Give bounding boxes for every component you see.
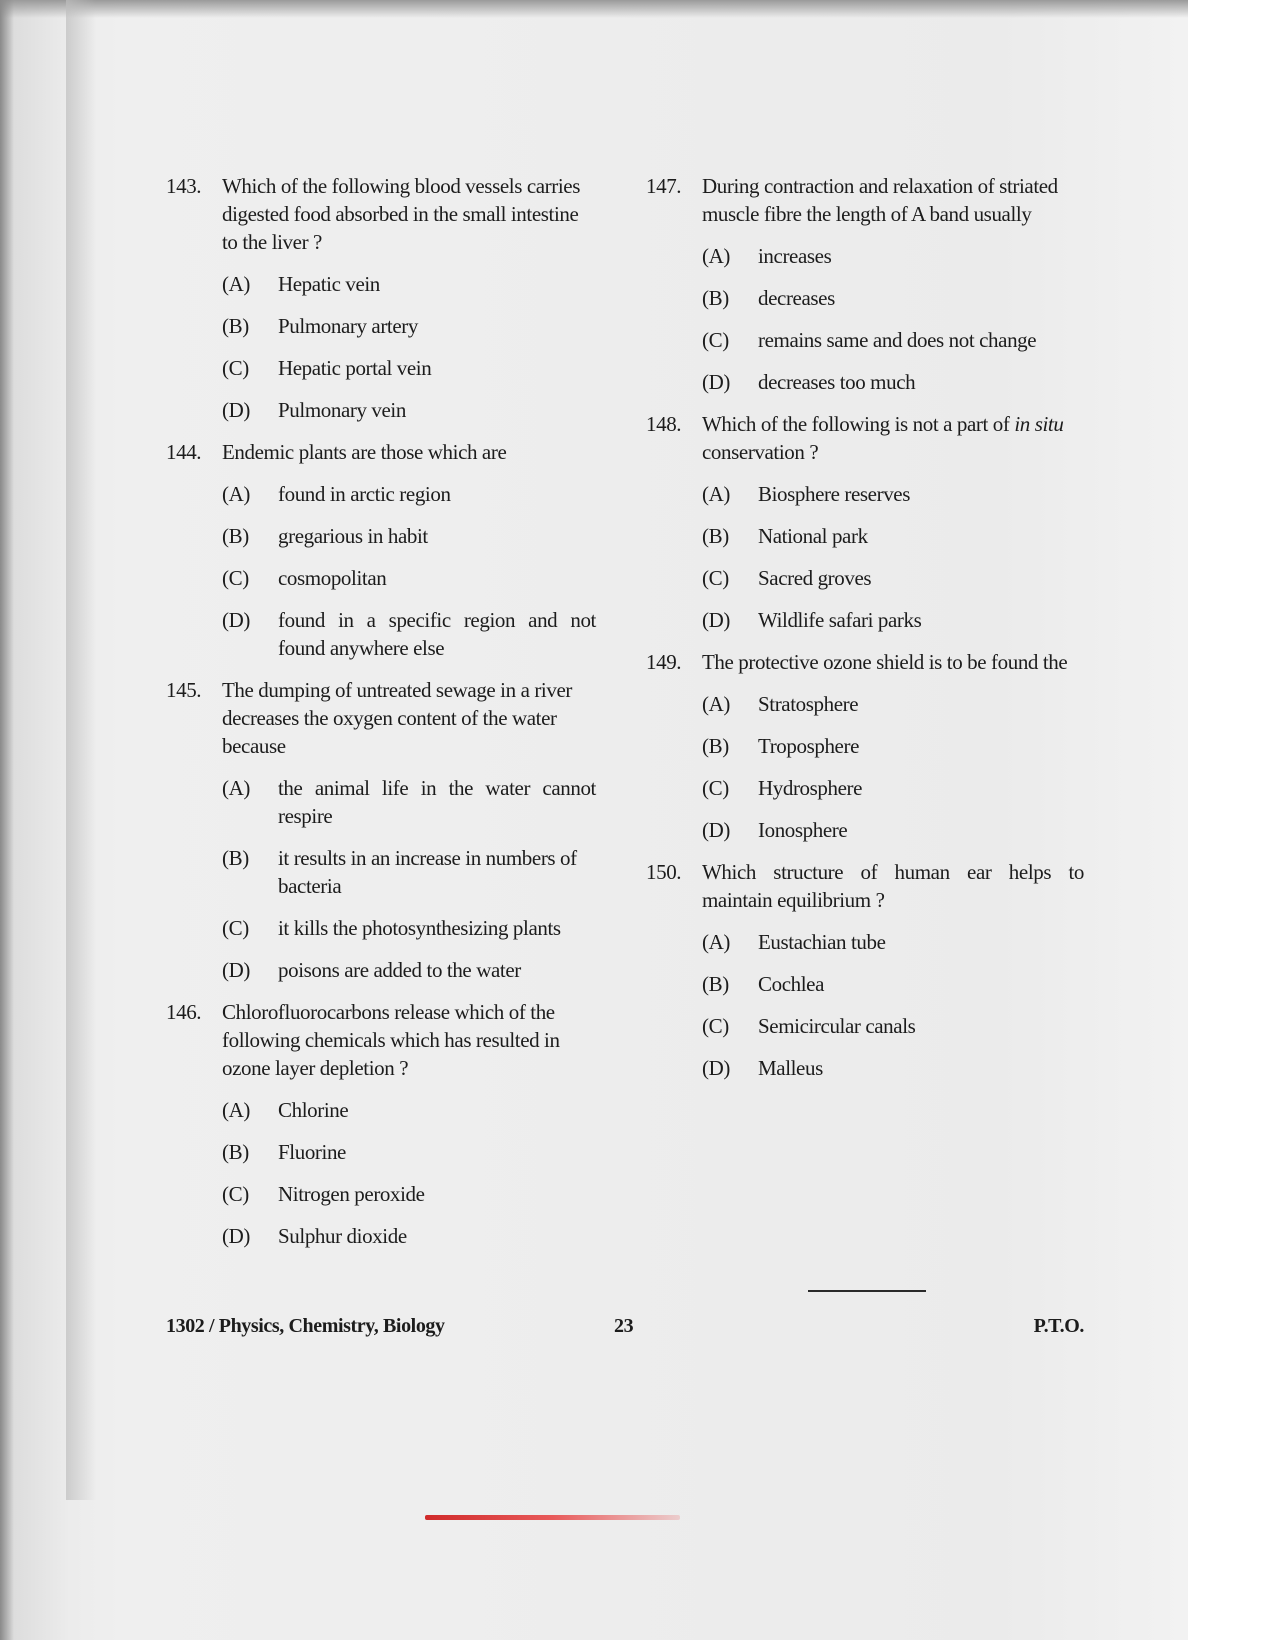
option-a: [702, 928, 1084, 956]
option-d: [222, 606, 596, 662]
option-a: [222, 480, 596, 508]
option-letter: (B): [702, 734, 729, 758]
question-148: [646, 410, 1084, 634]
option-letter: (C): [702, 566, 729, 590]
option-a: [702, 480, 1084, 508]
option-text: gregarious in habit: [278, 524, 428, 548]
option-a: [222, 270, 596, 298]
right-column: [646, 172, 1084, 1096]
option-text: Ionosphere: [758, 818, 848, 842]
option-letter: (C): [222, 916, 249, 940]
option-d: [702, 368, 1084, 396]
option-text: it results in an increase in numbers of bacteria: [278, 846, 577, 898]
question-147: [646, 172, 1084, 396]
pto-label: P.T.O.: [1033, 1315, 1084, 1337]
option-text: Cochlea: [758, 972, 825, 996]
option-text: Wildlife safari parks: [758, 608, 922, 632]
question-text: Chlorofluorocarbons release which of the following chemicals which has resulted in ozone layer depletion ?: [222, 1000, 560, 1080]
question-text: The dumping of untreated sewage in a river decreases the oxygen content of the water because: [222, 678, 572, 758]
question-number: 147.: [646, 174, 682, 198]
question-text: The protective ozone shield is to be found the: [702, 650, 1068, 674]
paper-code: 1302 / Physics, Chemistry, Biology: [166, 1315, 445, 1337]
option-letter: (A): [702, 482, 730, 506]
option-text: decreases too much: [758, 370, 916, 394]
option-text: Pulmonary vein: [278, 398, 406, 422]
option-text: Sacred groves: [758, 566, 872, 590]
option-letter: (D): [222, 1224, 250, 1248]
question-text-italic: in situ: [1014, 412, 1064, 436]
option-c: [222, 1180, 596, 1208]
option-letter: (D): [222, 398, 250, 422]
option-text: Biosphere reserves: [758, 482, 910, 506]
option-a: [702, 690, 1084, 718]
page-number: 23: [614, 1315, 634, 1337]
option-letter: (B): [222, 314, 249, 338]
option-letter: (D): [702, 608, 730, 632]
option-text: Fluorine: [278, 1140, 346, 1164]
question-text: [702, 410, 1084, 466]
option-d: [222, 396, 596, 424]
option-b: [702, 732, 1084, 760]
question-150: [646, 858, 1084, 1082]
option-d: [702, 816, 1084, 844]
option-text: cosmopolitan: [278, 566, 387, 590]
option-letter: (A): [702, 244, 730, 268]
scan-shadow-top: [0, 0, 1188, 18]
left-column: [166, 172, 596, 1264]
question-144: [166, 438, 596, 662]
option-letter: (D): [222, 608, 250, 632]
question-text-part: conservation ?: [702, 440, 819, 464]
option-letter: (C): [702, 776, 729, 800]
question-number: 148.: [646, 412, 682, 436]
question-text: During contraction and relaxation of striated muscle fibre the length of A band usually: [702, 174, 1058, 226]
option-text: poisons are added to the water: [278, 958, 521, 982]
option-b: [222, 522, 596, 550]
option-text: Hydrosphere: [758, 776, 863, 800]
option-text: decreases: [758, 286, 835, 310]
option-letter: (C): [222, 566, 249, 590]
page-fold-edge: [66, 0, 96, 1500]
option-letter: (C): [222, 356, 249, 380]
option-text: Troposphere: [758, 734, 859, 758]
end-of-page-rule: [808, 1290, 926, 1292]
option-c: [702, 326, 1084, 354]
option-b: [222, 312, 596, 340]
option-letter: (B): [702, 286, 729, 310]
option-d: [702, 1054, 1084, 1082]
option-text: Hepatic portal vein: [278, 356, 432, 380]
option-d: [222, 1222, 596, 1250]
option-letter: (B): [702, 524, 729, 548]
option-text: National park: [758, 524, 868, 548]
option-text: Nitrogen peroxide: [278, 1182, 425, 1206]
option-text: Stratosphere: [758, 692, 859, 716]
option-c: [702, 774, 1084, 802]
question-number: 149.: [646, 650, 682, 674]
option-a: [702, 242, 1084, 270]
option-text: the animal life in the water cannot respire: [278, 776, 596, 828]
option-a: [222, 1096, 596, 1124]
option-text: Pulmonary artery: [278, 314, 418, 338]
option-text: Sulphur dioxide: [278, 1224, 407, 1248]
option-letter: (A): [702, 930, 730, 954]
option-b: [702, 522, 1084, 550]
option-letter: (D): [702, 1056, 730, 1080]
option-b: [222, 844, 596, 900]
option-letter: (A): [222, 272, 250, 296]
question-number: 144.: [166, 440, 202, 464]
option-letter: (A): [222, 776, 250, 800]
option-letter: (A): [222, 1098, 250, 1122]
option-letter: (C): [702, 328, 729, 352]
option-text: it kills the photosynthesizing plants: [278, 916, 561, 940]
option-letter: (A): [702, 692, 730, 716]
option-letter: (D): [702, 818, 730, 842]
option-letter: (D): [222, 958, 250, 982]
option-text: Hepatic vein: [278, 272, 380, 296]
option-c: [222, 354, 596, 382]
question-145: [166, 676, 596, 984]
question-number: 150.: [646, 860, 682, 884]
question-text: Which of the following blood vessels carries digested food absorbed in the small intestine to the liver ?: [222, 174, 580, 254]
option-c: [222, 914, 596, 942]
red-ink-mark: [425, 1515, 680, 1520]
option-letter: (C): [702, 1014, 729, 1038]
option-letter: (C): [222, 1182, 249, 1206]
scanner-margin-bottom: [0, 1640, 1188, 1651]
option-text: remains same and does not change: [758, 328, 1037, 352]
question-149: [646, 648, 1084, 844]
option-c: [702, 1012, 1084, 1040]
option-a: [222, 774, 596, 830]
question-text-part: Which of the following is not a part of: [702, 412, 1015, 436]
option-text: increases: [758, 244, 832, 268]
option-c: [702, 564, 1084, 592]
option-letter: (D): [702, 370, 730, 394]
option-letter: (B): [222, 524, 249, 548]
question-text: Which structure of human ear helps to maintain equilibrium ?: [702, 860, 1084, 912]
option-d: [222, 956, 596, 984]
option-d: [702, 606, 1084, 634]
question-number: 143.: [166, 174, 202, 198]
question-number: 145.: [166, 678, 202, 702]
option-letter: (A): [222, 482, 250, 506]
option-letter: (B): [222, 1140, 249, 1164]
option-b: [702, 970, 1084, 998]
option-text: Chlorine: [278, 1098, 349, 1122]
option-b: [702, 284, 1084, 312]
scan-shadow-left: [0, 0, 14, 1640]
question-143: [166, 172, 596, 424]
option-text: Malleus: [758, 1056, 823, 1080]
option-text: found in a specific region and not found anywhere else: [278, 608, 596, 660]
option-letter: (B): [702, 972, 729, 996]
scanner-margin-right: [1188, 0, 1275, 1651]
option-text: Eustachian tube: [758, 930, 886, 954]
question-text: Endemic plants are those which are: [222, 440, 507, 464]
question-146: [166, 998, 596, 1250]
option-text: found in arctic region: [278, 482, 451, 506]
option-letter: (B): [222, 846, 249, 870]
option-b: [222, 1138, 596, 1166]
option-c: [222, 564, 596, 592]
question-number: 146.: [166, 1000, 202, 1024]
option-text: Semicircular canals: [758, 1014, 916, 1038]
